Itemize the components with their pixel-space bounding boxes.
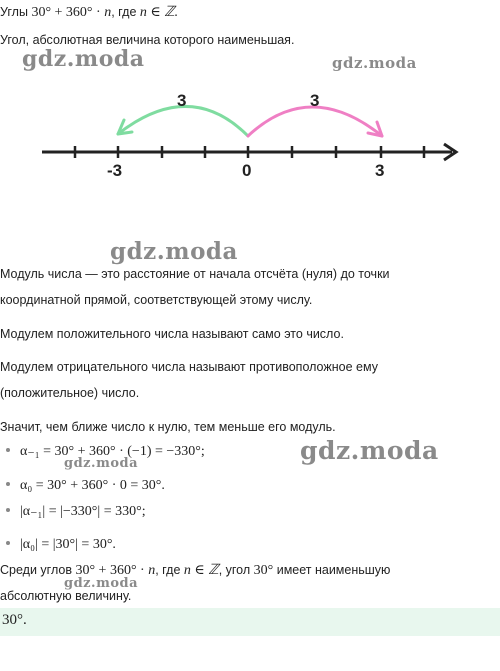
- bullet-item-4: [6, 535, 116, 554]
- bullet-item-3: [6, 502, 146, 521]
- paragraph-1-line-2: координатной прямой, соответствующей этому числу.: [0, 293, 313, 307]
- tick-label-0: 0: [242, 161, 252, 180]
- watermark: gdz.moda: [64, 456, 139, 471]
- conclusion-suffix: имеет наименьшую: [273, 563, 391, 577]
- intro-set: n ∈ ℤ.: [139, 5, 179, 20]
- paragraph-4: Значит, чем ближе число к нулю, тем меньше его модуль.: [0, 420, 336, 434]
- paragraph-1-line-1: Модуль числа — это расстояние от начала отсчёта (нуля) до точки: [0, 267, 390, 281]
- answer-value: 30°.: [2, 612, 27, 628]
- tick-label-minus-3: -3: [107, 161, 123, 180]
- intro-line-1: [0, 4, 178, 21]
- tick-label-3: 3: [375, 161, 385, 180]
- conclusion-formula: 30° + 360° ·: [75, 563, 149, 578]
- answer-box: [0, 608, 500, 636]
- number-line-diagram: [0, 80, 500, 190]
- paragraph-3-line-2: (положительное) число.: [0, 386, 140, 400]
- right-arc-label: 3: [310, 91, 320, 110]
- bullet-formula-1: α₋₁ = 30° + 360° · (−1) = −330°;: [20, 444, 205, 459]
- conclusion-prefix: Среди углов: [0, 563, 76, 577]
- paragraph-3-line-1: Модулем отрицательного числа называют противоположное ему: [0, 360, 378, 374]
- conclusion-set: n ∈ ℤ: [183, 563, 219, 578]
- bullet-formula-4: |α₀| = |30°| = 30°.: [20, 537, 116, 552]
- conclusion-mid: , где: [155, 563, 184, 577]
- watermark: gdz.moda: [110, 238, 238, 265]
- intro-prefix: Углы: [0, 5, 28, 19]
- watermark: gdz.moda: [22, 46, 145, 72]
- bullet-dot: [6, 448, 10, 452]
- left-arc-label: 3: [177, 91, 187, 110]
- intro-mid: , где: [111, 5, 140, 19]
- intro-formula: 30° + 360° ·: [31, 5, 105, 20]
- conclusion-n: n: [148, 563, 156, 578]
- conclusion-angle: 30°: [253, 563, 274, 578]
- bullet-dot: [6, 541, 10, 545]
- watermark: gdz.moda: [300, 436, 439, 465]
- intro-n: n: [104, 5, 112, 20]
- intro-line-2: Угол, абсолютная величина которого наименьшая.: [0, 33, 295, 47]
- bullet-dot: [6, 508, 10, 512]
- conclusion-line-2: абсолютную величину.: [0, 589, 132, 603]
- bullet-dot: [6, 482, 10, 486]
- bullet-item-2: [6, 476, 165, 495]
- bullet-formula-3: |α₋₁| = |−330°| = 330°;: [20, 504, 146, 519]
- left-arc: [118, 106, 248, 136]
- conclusion-line-1: [0, 562, 390, 579]
- watermark: gdz.moda: [64, 576, 139, 591]
- right-arc: [248, 107, 382, 136]
- watermark: gdz.moda: [332, 54, 417, 72]
- paragraph-2: Модулем положительного числа называют само это число.: [0, 327, 344, 341]
- bullet-formula-2: α₀ = 30° + 360° · 0 = 30°.: [20, 478, 165, 493]
- conclusion-mid2: , угол: [218, 563, 254, 577]
